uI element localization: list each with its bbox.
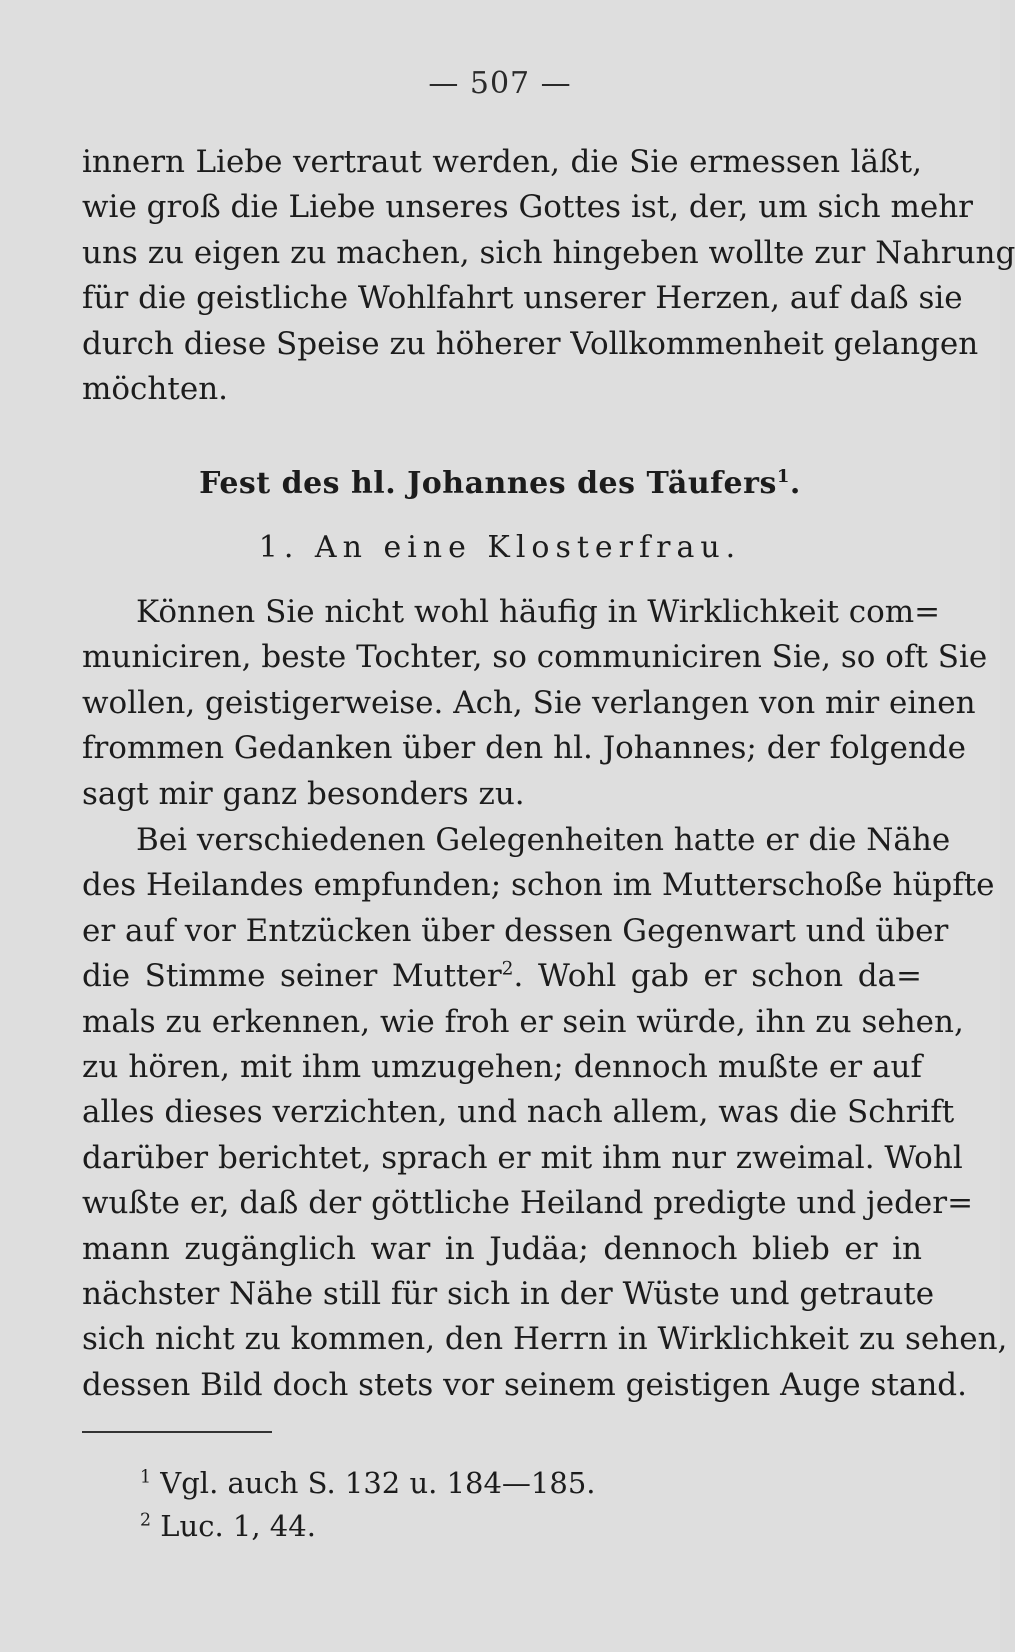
- text-line: municiren, beste Tochter, so communiciren Sie, so oft Sie: [82, 639, 988, 676]
- paragraph: [82, 590, 988, 817]
- text-line: durch diese Speise zu höherer Vollkommenheit gelangen: [82, 325, 979, 362]
- text-line: für die geistliche Wohlfahrt unserer Herzen, auf daß sie: [82, 280, 963, 317]
- text-line: sich nicht zu kommen, den Herrn in Wirklichkeit zu sehen,: [82, 1321, 1008, 1358]
- paragraph: [82, 818, 1008, 1408]
- text-line: wußte er, daß der göttliche Heiland predigte und jeder=: [82, 1185, 974, 1222]
- section-subheading: 1. An eine Klosterfrau.: [258, 530, 742, 565]
- text-line: wollen, geistigerweise. Ach, Sie verlangen von mir einen: [82, 684, 976, 721]
- section-heading: [0, 466, 1000, 501]
- footnotes: [140, 1462, 596, 1548]
- text-line: frommen Gedanken über den hl. Johannes; der folgende: [82, 730, 966, 767]
- text-line: dessen Bild doch stets vor seinem geistigen Auge stand.: [82, 1366, 967, 1403]
- footnote-1: [140, 1462, 596, 1505]
- text-line: sagt mir ganz besonders zu.: [82, 775, 525, 812]
- paragraph-continuation: [82, 140, 1015, 412]
- text-fragment: Wohl gab er schon da=: [537, 958, 923, 995]
- text-line: wie groß die Liebe unseres Gottes ist, der, um sich mehr: [82, 189, 973, 226]
- text-line: nächster Nähe still für sich in der Wüste und getraute: [82, 1275, 935, 1312]
- footnote-2: [140, 1505, 596, 1548]
- text-line: des Heilandes empfunden; schon im Mutterschoße hüpfte: [82, 867, 995, 904]
- text-fragment: .: [513, 958, 524, 995]
- text-line: [82, 954, 922, 999]
- footnote-ref: 1: [776, 466, 790, 487]
- text-line: er auf vor Entzücken über dessen Gegenwart und über: [82, 912, 949, 949]
- footnote-divider: [82, 1431, 272, 1433]
- footnote-mark: 2: [140, 1510, 152, 1531]
- page-number: — 507 —: [428, 66, 572, 101]
- heading-punctuation: .: [789, 466, 801, 501]
- footnote-text: Luc. 1, 44.: [160, 1509, 316, 1543]
- text-line: darüber berichtet, sprach er mit ihm nur zweimal. Wohl: [82, 1139, 963, 1176]
- text-line: uns zu eigen zu machen, sich hingeben wollte zur Nahrung: [82, 234, 1015, 271]
- footnote-ref: 2: [501, 958, 514, 980]
- text-line: innern Liebe vertraut werden, die Sie ermessen läßt,: [82, 144, 922, 180]
- text-line: Können Sie nicht wohl häufig in Wirklichkeit com=: [136, 594, 941, 630]
- text-line: mals zu erkennen, wie froh er sein würde, ihn zu sehen,: [82, 1003, 964, 1040]
- section-heading-text: Fest des hl. Johannes des Täufers: [199, 466, 777, 501]
- footnote-mark: 1: [140, 1467, 152, 1488]
- footnote-text: Vgl. auch S. 132 u. 184—185.: [160, 1466, 596, 1500]
- text-line: zu hören, mit ihm umzugehen; dennoch mußte er auf: [82, 1048, 922, 1085]
- text-fragment: die Stimme seiner Mutter: [82, 958, 502, 995]
- text-line: mann zugänglich war in Judäa; dennoch blieb er in: [82, 1230, 922, 1267]
- text-line: Bei verschiedenen Gelegenheiten hatte er die Nähe: [136, 822, 951, 858]
- text-line: alles dieses verzichten, und nach allem, was die Schrift: [82, 1094, 955, 1131]
- text-line: möchten.: [82, 370, 229, 407]
